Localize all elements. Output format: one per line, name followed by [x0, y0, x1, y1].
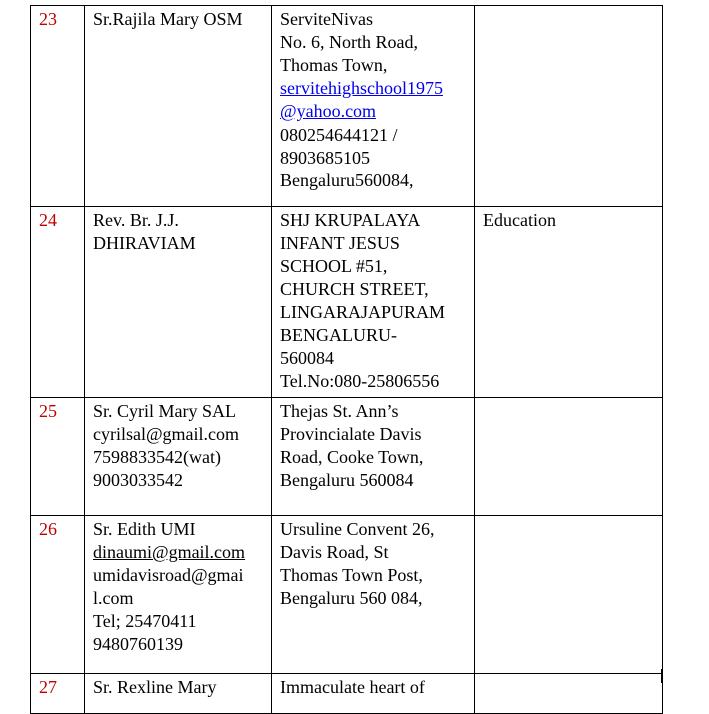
address-line: No. 6, North Road, [280, 32, 418, 52]
address-line: Thomas Town Post, [280, 565, 423, 585]
email-line: l.com [93, 588, 134, 608]
contacts-table [30, 5, 663, 714]
row-number: 27 [31, 674, 85, 714]
email-line: cyrilsal@gmail.com [93, 424, 240, 444]
address-line: Provincialate Davis [280, 424, 422, 444]
address-cell [272, 207, 475, 398]
row-number: 25 [31, 398, 85, 516]
name-cell [85, 516, 272, 674]
address-line: Bengaluru 560084 [280, 470, 414, 490]
row-number: 26 [31, 516, 85, 674]
contact-line: 080254644121 / [280, 125, 398, 145]
table-row [31, 516, 663, 674]
name-line: DHIRAVIAM [93, 233, 196, 253]
name-cell [85, 398, 272, 516]
address-line: Davis Road, St [280, 542, 389, 562]
row-number: 24 [31, 207, 85, 398]
phone-line: 9003033542 [93, 470, 183, 490]
name-line: Sr. Rexline Mary [93, 677, 217, 697]
address-line: Thomas Town, [280, 55, 388, 75]
contact-line: Bengaluru560084, [280, 170, 414, 190]
email-line: umidavisroad@gmai [93, 565, 244, 585]
phone-line: 9480760139 [93, 634, 183, 654]
table-row [31, 207, 663, 398]
address-cell [272, 674, 475, 714]
address-line: SHJ KRUPALAYA [280, 210, 421, 230]
name-line: Sr. Cyril Mary SAL [93, 401, 237, 421]
address-line: Ursuline Convent 26, [280, 519, 435, 539]
address-line: CHURCH STREET, [280, 279, 429, 299]
address-line: Road, Cooke Town, [280, 447, 424, 467]
address-cell [272, 6, 475, 207]
row-number: 23 [31, 6, 85, 207]
address-line: Thejas St. Ann’s [280, 401, 399, 421]
address-line: Bengaluru 560 084, [280, 588, 423, 608]
email-link[interactable]: servitehighschool1975 [280, 78, 443, 98]
name-cell [85, 207, 272, 398]
remark-cell: Education [475, 207, 663, 398]
remark-cell [475, 674, 663, 714]
address-line: Tel.No:080-25806556 [280, 371, 440, 391]
remark-cell [475, 516, 663, 674]
table-row [31, 398, 663, 516]
email-link[interactable]: dinaumi@gmail.com [93, 542, 246, 562]
address-line: 560084 [280, 348, 334, 368]
name-cell [85, 6, 272, 207]
address-line: Immaculate heart of [280, 677, 425, 697]
table-row [31, 6, 663, 207]
remark-cell [475, 398, 663, 516]
address-line: INFANT JESUS [280, 233, 400, 253]
address-line: ServiteNivas [280, 9, 373, 29]
name-line: Sr.Rajila Mary OSM [93, 9, 243, 29]
phone-line: Tel; 25470411 [93, 611, 197, 631]
address-cell [272, 398, 475, 516]
name-line: Rev. Br. J.J. [93, 210, 179, 230]
address-cell [272, 516, 475, 674]
name-cell [85, 674, 272, 714]
remark-cell [475, 6, 663, 207]
phone-line: 7598833542(wat) [93, 447, 221, 467]
contact-line: 8903685105 [280, 148, 370, 168]
address-line: SCHOOL #51, [280, 256, 388, 276]
email-link[interactable]: @yahoo.com [280, 101, 377, 121]
name-line: Sr. Edith UMI [93, 519, 196, 539]
table-row [31, 674, 663, 714]
address-line: LINGARAJAPURAM [280, 302, 446, 322]
address-line: BENGALURU- [280, 325, 397, 345]
text-cursor [661, 669, 663, 683]
